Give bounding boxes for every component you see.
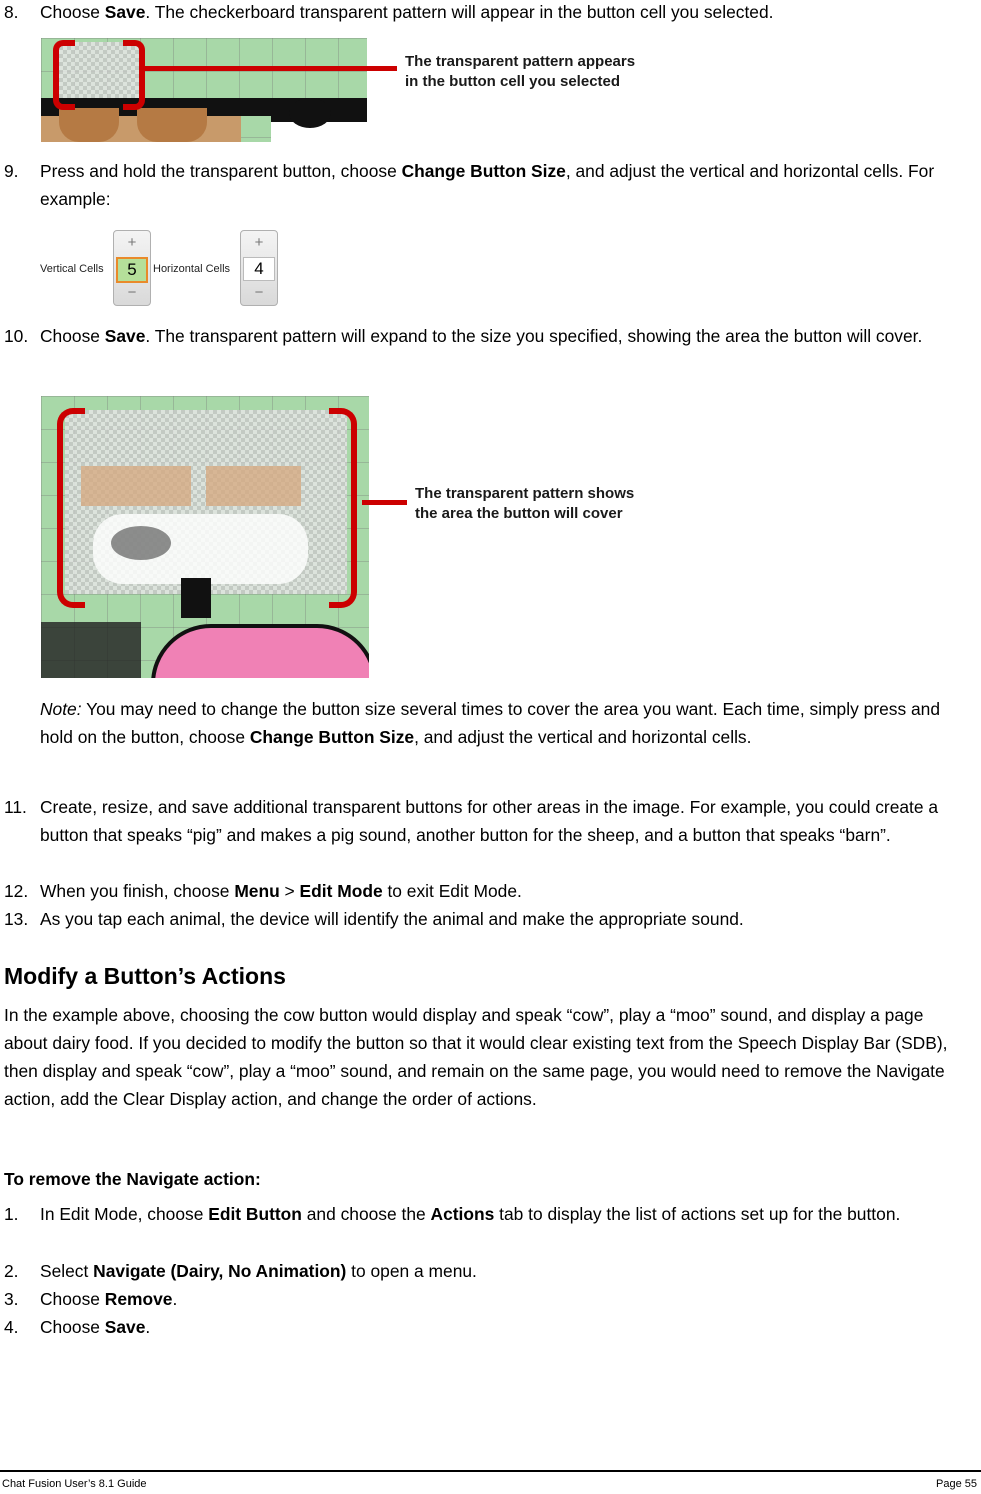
callout-line [139,66,397,71]
step-text: Choose Remove. [40,1289,178,1309]
horizontal-cells-label: Horizontal Cells [153,263,231,275]
step-number: 11. [4,797,27,817]
page-number: Page 55 [936,1478,977,1490]
step-text: Press and hold the transparent button, choose Change Button Size, and adjust the vertical and horizontal cells. For example: [40,161,935,209]
step-text: Choose Save. [40,1317,151,1337]
plus-icon[interactable]: + [254,234,264,251]
figure2-callout: The transparent pattern shows the area the button will cover [415,485,635,522]
plus-icon[interactable]: + [127,234,137,251]
step-text: When you finish, choose Menu > Edit Mode to exit Edit Mode. [40,881,522,901]
step-number: 3. [4,1289,19,1309]
step-number: 8. [4,2,19,22]
step-number: 4. [4,1317,19,1337]
footer-title: Chat Fusion User’s 8.1 Guide [2,1478,147,1490]
step-number: 10. [4,326,29,346]
callout-line [362,500,407,505]
vertical-cells-stepper[interactable] [113,230,151,306]
procedure-subheading: To remove the Navigate action: [4,1169,261,1189]
minus-icon[interactable]: − [127,284,137,301]
minus-icon[interactable]: − [254,284,264,301]
figure1-callout: The transparent pattern appears in the button cell you selected [405,53,636,90]
vertical-cells-value[interactable]: 5 [116,257,148,283]
step-number: 2. [4,1261,19,1281]
step-text: Select Navigate (Dairy, No Animation) to open a menu. [40,1261,477,1281]
step-number: 13. [4,909,29,929]
vertical-cells-label: Vertical Cells [40,263,104,275]
footer-rule [0,1470,981,1472]
section-heading: Modify a Button’s Actions [4,963,286,989]
horizontal-cells-value[interactable]: 4 [243,257,275,281]
step-number: 1. [4,1204,19,1224]
horizontal-cells-stepper[interactable] [240,230,278,306]
step-text: Choose Save. The transparent pattern will expand to the size you specified, showing the area the button will cover. [40,326,923,346]
step-text: Choose Save. The checkerboard transparent pattern will appear in the button cell you selected. [40,2,774,22]
step-number: 9. [4,161,19,181]
step-text: Create, resize, and save additional transparent buttons for other areas in the image. For example, you could create a button that speaks “pig” and makes a pig sound, another button for the sheep, and a button that speaks “barn”. [40,797,939,845]
step-text: As you tap each animal, the device will identify the animal and make the appropriate sound. [40,909,744,929]
section-intro: In the example above, choosing the cow button would display and speak “cow”, play a “moo” sound, and display a page about dairy food. If you decided to modify the button so that it would clear existing text from the Speech Display Bar (SDB), then display and speak “cow”, play a “moo” sound, and remain on the same page, you would need to remove the Navigate action, add the Clear Display action, and change the order of actions. [4,1005,948,1109]
figure-button-cell-selected [41,38,367,142]
note: Note: You may need to change the button size several times to cover the area you want. Each time, simply press and hold on the button, choose Change Button Size, and adjust the vertical and horizontal cells. [40,699,940,747]
step-text: In Edit Mode, choose Edit Button and choose the Actions tab to display the list of actions set up for the button. [40,1204,901,1224]
figure-button-area-expanded [41,396,369,678]
step-number: 12. [4,881,29,901]
